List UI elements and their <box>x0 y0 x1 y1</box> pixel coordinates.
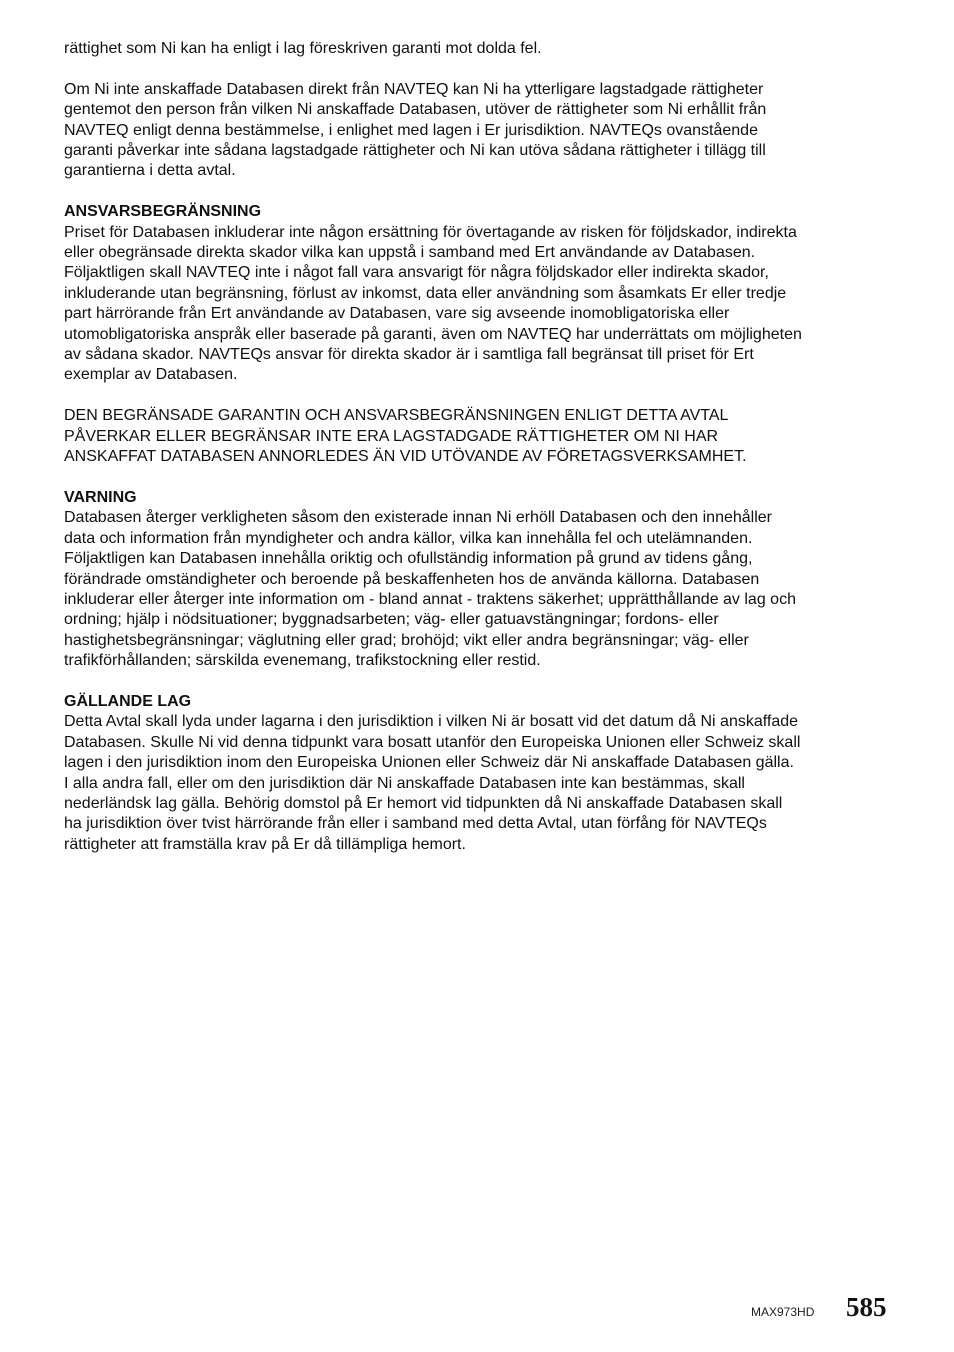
paragraph-lagstadgade-rattigheter: Om Ni inte anskaffade Databasen direkt från NAVTEQ kan Ni ha ytterligare lagstadgade rättigheter gentemot den person från vilken Ni anskaffade Databasen, utöver de rättigheter som Ni erhållit från NAVTEQ enligt denna bestämmelse, i enlighet med lagen i Er jurisdiktion. NAVTEQs ovanstående garanti påverkar inte sådana lagstadgade rättigheter och Ni kan utöva sådana rättigheter i tillägg till garantierna i detta avtal. <box>64 80 767 180</box>
paragraph-begransade-garantin: DEN BEGRÄNSADE GARANTIN OCH ANSVARSBEGRÄNSNINGEN ENLIGT DETTA AVTAL PÅVERKAR ELLER BEGRÄNSAR INTE ERA LAGSTADGADE RÄTTIGHETER OM NI HAR ANSKAFFAT DATABASEN ANNORLEDES ÄN VID UTÖVANDE AV FÖRETAGSVERKSAMHET. <box>64 407 747 466</box>
paragraph-gallande-lag: Detta Avtal skall lyda under lagarna i den jurisdiktion i vilken Ni är bosatt vid det datum då Ni anskaffade Databasen. Skulle Ni vid denna tidpunkt vara bosatt utanför den Europeiska Unionen eller Schweiz skall lagen i den jurisdiktion inom den Europeiska Unionen eller Schweiz där Ni anskaffade Databasen gälla. I alla andra fall, eller om den jurisdiktion där Ni anskaffade Databasen inte kan bestämmas, skall nederländsk lag gälla. Behörig domstol på Er hemort vid tidpunkten då Ni anskaffade Databasen skall ha jurisdiktion över tvist härrörande från eller i samband med detta Avtal, utan förfång för NAVTEQs rättigheter att framställa krav på Er då tillämpliga hemort. <box>64 713 801 853</box>
heading-varning: VARNING <box>64 488 137 506</box>
paragraph-ansvarsbegransning: Priset för Databasen inkluderar inte någon ersättning för övertagande av risken för följdskador, indirekta eller obegränsade direkta skador vilka kan uppstå i samband med Ert användande av Databasen. Följaktligen skall NAVTEQ inte i något fall vara ansvarigt för några följdskador eller indirekta skador, inkluderande utan begränsning, förlust av inkomst, data eller användning som åsamkats Er eller tredje part härrörande från Ert användande av Databasen, vare sig avseende inomobligatoriska eller utomobligatoriska anspråk eller baserade på garanti, även om NAVTEQ har underrättats om möjligheten av sådana skador. NAVTEQs ansvar för direkta skador är i samtliga fall begränsat till priset för Ert exemplar av Databasen. <box>64 223 802 384</box>
paragraph-varning: Databasen återger verkligheten såsom den existerade innan Ni erhöll Databasen och den innehåller data och information från myndigheter och andra källor, vilka kan innehålla fel och utelämnanden. Följaktligen kan Databasen innehålla oriktig och ofullständig information på grund av tidens gång, förändrade omständigheter och beroende på beskaffenheten hos de använda källorna. Databasen inkluderar eller återger inte information om - bland annat - traktens säkerhet; upprätthållande av lag och ordning; hjälp i nödsituationer; byggnadsarbeten; väg- eller gatuavstängningar; fordons- eller hastighetsbegränsningar; väglutning eller grad; brohöjd; vikt eller andra begränsningar; väg- eller trafikförhållanden; särskilda evenemang, trafikstockning eller restid. <box>64 509 796 670</box>
page-content <box>64 39 890 876</box>
page-footer <box>0 1292 954 1328</box>
paragraph-dolda-fel: rättighet som Ni kan ha enligt i lag föreskriven garanti mot dolda fel. <box>64 40 542 57</box>
model-name: MAX973HD <box>751 1305 815 1319</box>
page-number: 585 <box>846 1292 887 1322</box>
heading-ansvarsbegransning: ANSVARSBEGRÄNSNING <box>64 203 262 221</box>
heading-gallande-lag: GÄLLANDE LAG <box>64 692 192 710</box>
